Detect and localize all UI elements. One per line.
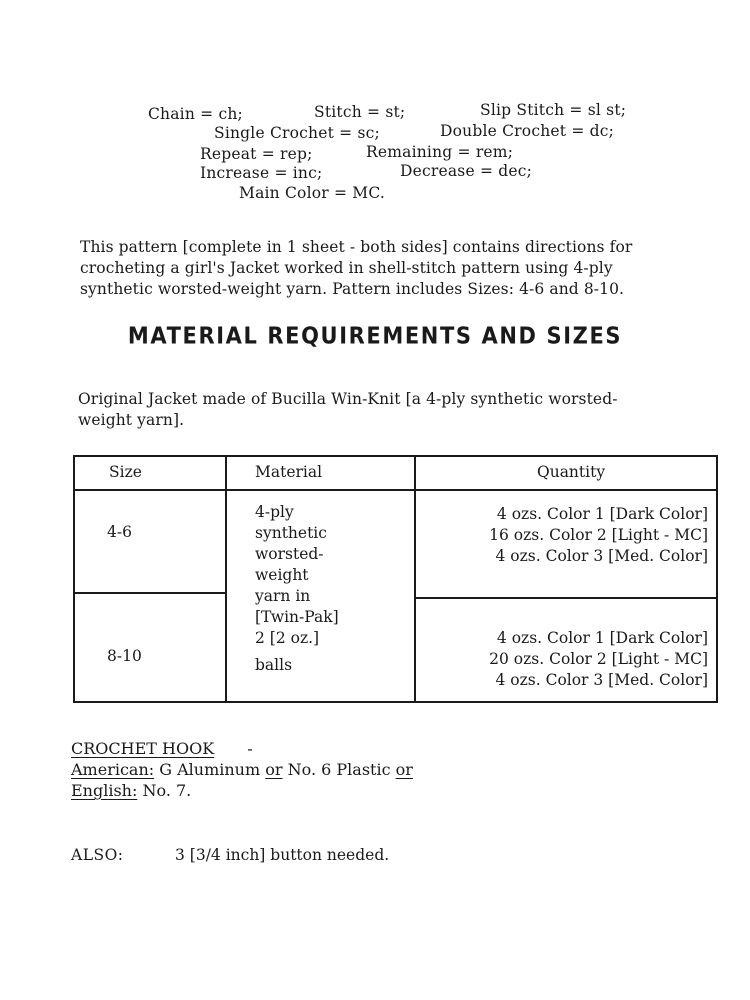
table-header-size: Size [109,463,142,481]
table-divider [414,597,716,599]
crochet-hook-dash: - [247,739,253,758]
material-line: 2 [2 oz.] [255,629,320,647]
abbr-decrease: Decrease = dec; [400,162,533,180]
crochet-hook-section [71,738,413,801]
quantity-line: 20 ozs. Color 2 [Light - MC] [489,650,708,668]
material-line: weight [255,566,309,584]
size-4-6: 4-6 [107,523,132,541]
or-word: or [265,760,283,779]
section-heading: MATERIAL REQUIREMENTS AND SIZES [127,322,623,349]
also-label: ALSO: [71,846,124,864]
table-header-quantity: Quantity [537,463,606,481]
material-description [255,502,339,676]
material-line: worsted- [255,545,324,563]
quantity-line: 4 ozs. Color 1 [Dark Color] [496,505,708,523]
or-word: or [395,760,413,779]
abbr-stitch: Stitch = st; [314,103,406,121]
material-line: yarn in [255,587,311,605]
table-divider [414,457,416,701]
size-8-10: 8-10 [107,647,142,665]
original-line: weight yarn]. [78,411,185,429]
quantity-line: 4 ozs. Color 3 [Med. Color] [495,547,708,565]
quantity-line: 4 ozs. Color 3 [Med. Color] [495,671,708,689]
original-yarn-paragraph [78,389,728,431]
abbr-increase: Increase = inc; [200,164,323,182]
intro-line: synthetic worsted-weight yarn. Pattern includes Sizes: 4-6 and 8-10. [80,280,625,298]
table-divider [225,457,227,701]
quantity-line: 4 ozs. Color 1 [Dark Color] [496,629,708,647]
material-line: synthetic [255,524,327,542]
english-hook-size: No. 7. [137,781,192,800]
material-table [73,455,718,703]
intro-paragraph [80,237,720,300]
material-line: balls [255,656,293,674]
american-hook-size: G Aluminum [154,760,266,779]
original-line: Original Jacket made of Bucilla Win-Knit [a 4-ply synthetic worsted- [78,390,618,408]
abbr-repeat: Repeat = rep; [200,145,313,163]
abbr-double-crochet: Double Crochet = dc; [440,122,615,140]
intro-line: This pattern [complete in 1 sheet - both sides] contains directions for [80,238,633,256]
quantity-line: 16 ozs. Color 2 [Light - MC] [489,526,708,544]
abbr-remaining: Remaining = rem; [366,143,514,161]
material-line: 4-ply [255,503,294,521]
quantity-4-6 [489,504,708,567]
material-line: [Twin-Pak] [255,608,339,626]
abbr-main-color: Main Color = MC. [239,184,386,202]
abbr-single-crochet: Single Crochet = sc; [214,124,380,142]
english-label: English: [71,781,138,800]
crochet-hook-title: CROCHET HOOK [71,739,215,758]
abbr-slip-stitch: Slip Stitch = sl st; [480,101,627,119]
table-header-material: Material [255,463,323,481]
plastic-hook-size: No. 6 Plastic [282,760,396,779]
table-divider [75,592,225,594]
abbr-chain: Chain = ch; [148,105,243,123]
button-requirement: 3 [3/4 inch] button needed. [175,846,390,864]
table-divider [75,489,716,491]
american-label: American: [71,760,155,779]
quantity-8-10 [489,628,708,691]
intro-line: crocheting a girl's Jacket worked in shell-stitch pattern using 4-ply [80,259,613,277]
also-section [71,846,390,864]
